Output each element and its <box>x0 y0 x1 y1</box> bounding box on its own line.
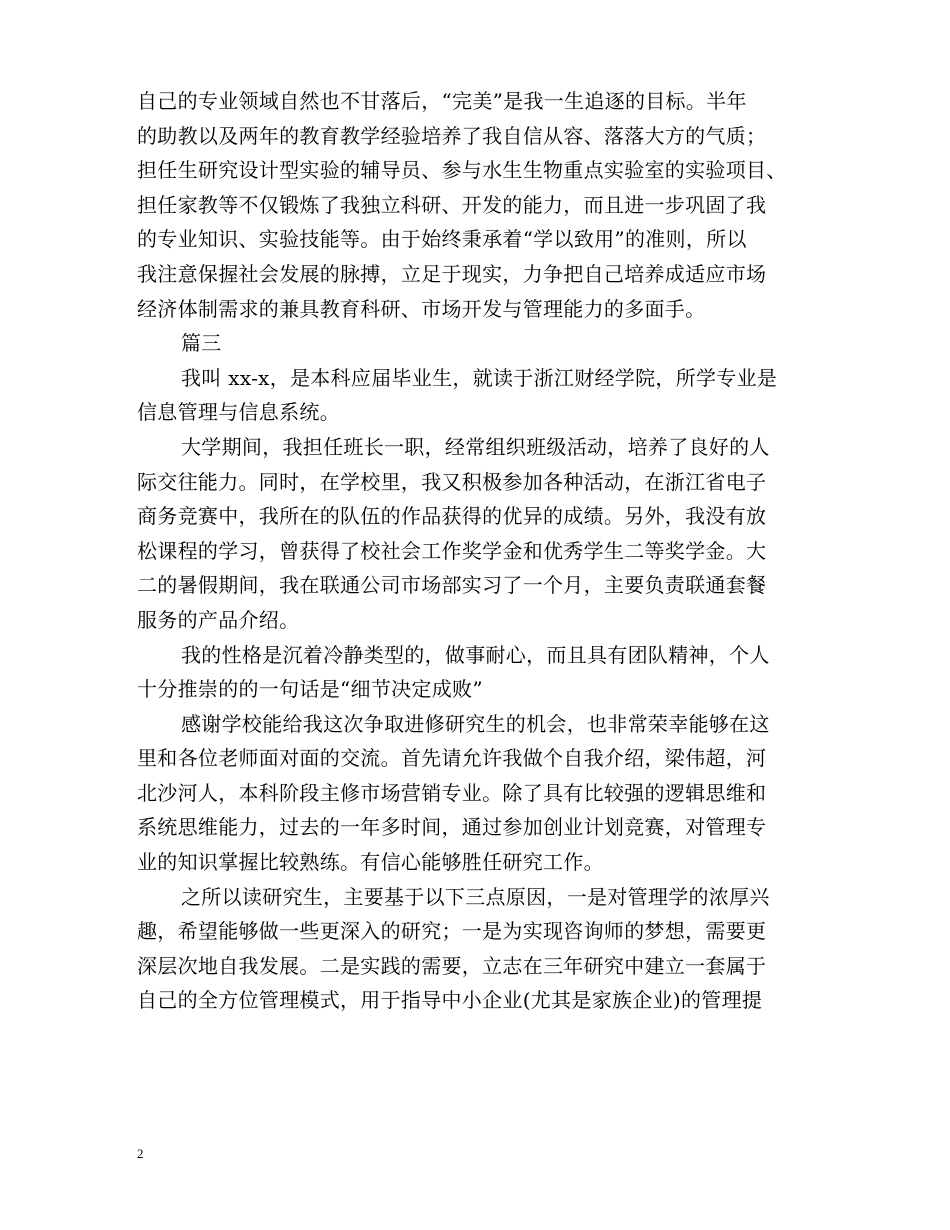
text-line: 大学期间，我担任班长一职，经常组织班级活动，培养了良好的人 <box>181 434 770 459</box>
text-line: 的助教以及两年的教育教学经验培养了我自信从容、落落大方的气质； <box>137 123 767 148</box>
text-line: 系统思维能力，过去的一年多时间，通过参加创业计划竞赛，对管理专 <box>137 815 767 840</box>
section-heading: 篇三 <box>181 331 222 356</box>
text-line: 担任生研究设计型实验的辅导员、参与水生生物重点实验室的实验项目、 <box>137 158 787 183</box>
text-line: 自己的全方位管理模式，用于指导中小企业(尤其是家族企业)的管理提 <box>137 988 763 1013</box>
text-line: 自己的专业领域自然也不甘落后，“完美”是我一生追逐的目标。半年 <box>137 89 747 113</box>
text-line: 北沙河人，本科阶段主修市场营销专业。除了具有比较强的逻辑思维和 <box>137 780 767 805</box>
text-line: 经济体制需求的兼具教育科研、市场开发与管理能力的多面手。 <box>137 296 706 321</box>
text-line: 感谢学校能给我这次争取进修研究生的机会，也非常荣幸能够在这 <box>181 711 770 736</box>
text-line: 里和各位老师面对面的交流。首先请允许我做个自我介绍，梁伟超，河 <box>137 746 767 771</box>
text-line: 际交往能力。同时，在学校里，我又积极参加各种活动，在浙江省电子 <box>137 469 767 494</box>
text-line: 信息管理与信息系统。 <box>137 400 340 425</box>
text-line: 业的知识掌握比较熟练。有信心能够胜任研究工作。 <box>137 850 604 875</box>
text-line: 深层次地自我发展。二是实践的需要，立志在三年研究中建立一套属于 <box>137 953 767 978</box>
text-line: 商务竞赛中，我所在的队伍的作品获得的优异的成绩。另外，我没有放 <box>137 504 767 529</box>
text-line: 服务的产品介绍。 <box>137 607 300 632</box>
text-line: 趣，希望能够做一些更深入的研究；一是为实现咨询师的梦想，需要更 <box>137 919 767 944</box>
text-line: 之所以读研究生，主要基于以下三点原因，一是对管理学的浓厚兴 <box>181 884 770 909</box>
document-body <box>137 84 837 1018</box>
text-line: 我叫 xx-x，是本科应届毕业生，就读于浙江财经学院，所学专业是 <box>181 365 778 390</box>
text-line: 我的性格是沉着冷静类型的，做事耐心，而且具有团队精神，个人 <box>181 642 770 667</box>
text-line: 二的暑假期间，我在联通公司市场部实习了一个月，主要负责联通套餐 <box>137 573 767 598</box>
page-number: 2 <box>137 1146 144 1161</box>
text-line: 十分推崇的的一句话是“细节决定成败” <box>137 677 483 702</box>
text-line: 担任家教等不仅锻炼了我独立科研、开发的能力，而且进一步巩固了我 <box>137 192 767 217</box>
text-line: 的专业知识、实验技能等。由于始终秉承着“学以致用”的准则，所以 <box>137 227 747 252</box>
text-line: 我注意保握社会发展的脉搏，立足于现实，力争把自己培养成适应市场 <box>137 261 767 286</box>
text-line: 松课程的学习，曾获得了校社会工作奖学金和优秀学生二等奖学金。大 <box>137 538 767 563</box>
